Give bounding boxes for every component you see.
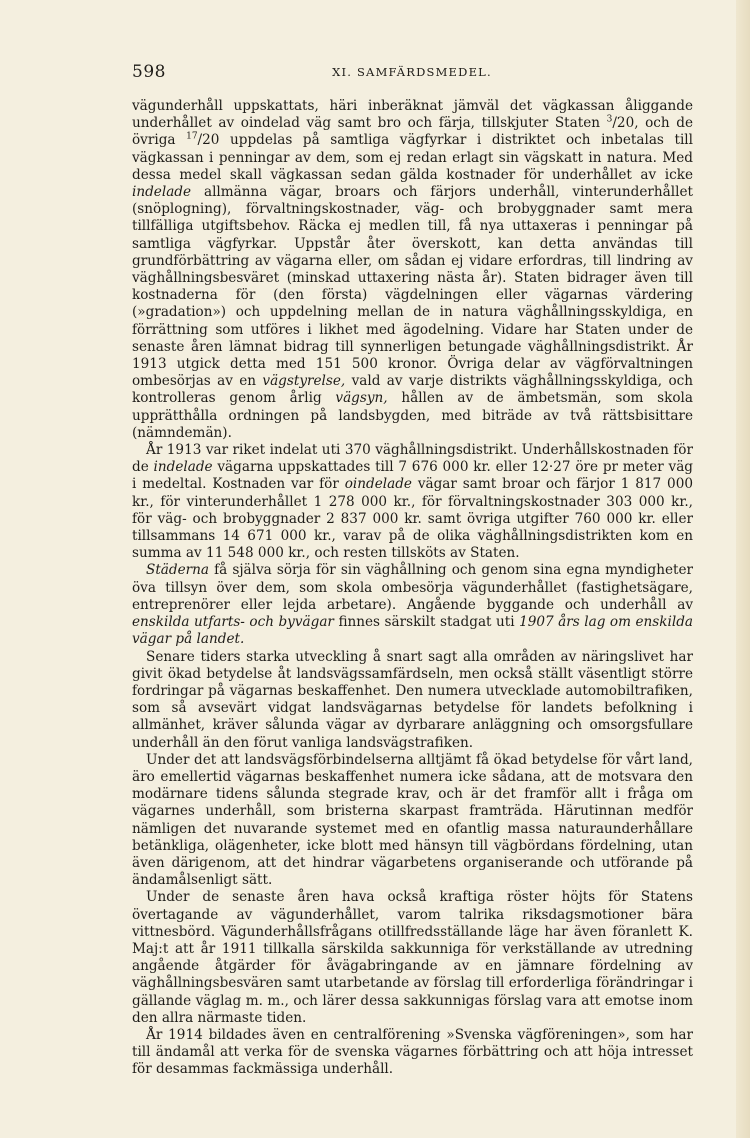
page-number: 598 — [132, 62, 166, 82]
paragraph: År 1914 bildades även en centralförening »Svenska vägföreningen», som har till ändamål att verka för de svenska vägarnes förbättring och att höja intresset för desammas fackmässiga underhåll. — [132, 1026, 693, 1078]
body-text — [132, 98, 693, 1079]
paragraph: vägunderhåll uppskattats, häri inberäknat jämväl det vägkassan åliggande underhållet av oindelad väg samt bro och färja, tillskjuter Staten $^3$/20, och de övriga $^{17}$/20 uppdelas på samtliga vägfyrkar i distriktet och inbetalas till vägkassan i penningar av dem, som ej redan erlagt sin vägskatt in natura. Med dessa medel skall vägkassan sedan gälda kostnader för underhållet av icke indelade allmänna vägar, broars och färjors underhåll, vinterunderhållet (snöplogning), förvaltningskostnader, väg- och brobyggnader samt mera tillfälliga utgiftsbehov. Räcka ej medlen till, få nya uttaxeras i penningar på samtliga vägfyrkar. Uppstår åter överskott, kan detta användas till grundförbättring av vägarna eller, om sådan ej vidare erfordras, till lindring av väghållningsbesväret (minskad uttaxering nästa år). Staten bidrager även till kostnaderna för (den första) vägdelningen eller vägarnas värdering (»gradation») och uppdelning mellan de in natura väghållningsskyldiga, en förrättning som utföres i likhet med ägodelning. Vidare har Staten under de senaste åren lämnat bidrag till synnerligen betungade väghållningsdistrikt. År 1913 utgick detta med 151 500 kronor. Övriga delar av vägförvaltningen ombesörjas av en vägstyrelse, vald av varje distrikts väghållningsskyldiga, och kontrolleras genom årlig vägsyn, hållen av de ämbetsmän, som skola upprätthålla ordningen på landsbygden, med biträde av två rättsbisittare (nämndemän). — [132, 98, 694, 441]
running-head: XI. SAMFÄRDSMEDEL. — [332, 65, 492, 79]
page-header — [132, 62, 692, 84]
paragraph: Senare tiders starka utveckling å snart sagt alla områden av näringslivet har givit ökad betydelse åt landsvägssamfärdseln, men också ställt väsentligt större fordringar på vägarnas beskaffenhet. Den numera utvecklade automobiltrafiken, som så avsevärt vidgat landsvägarnas betydelse för landets befolkning i allmänhet, kräver sålunda vägar av dyrbarare anläggning och omsorgsfullare underhåll än den förut vanliga landsvägstrafiken. — [132, 648, 693, 751]
page-edge — [736, 0, 750, 1138]
paragraph: Under de senaste åren hava också kraftiga röster höjts för Statens övertagande av vägunderhållet, varom talrika riksdagsmotioner bära vittnesbörd. Vägunderhållsfrågans otillfredsställande läge har även föranlett K. Maj:t att år 1911 tillkalla särskilda sakkunniga för verkställande av utredning angående åtgärder för åvägabringande av en jämnare fördelning av väghållningsbesvären samt utarbetande av förslag till erforderliga förändringar i gällande väglag m. m., och lärer dessa sakkunnigas förslag vara att emotse inom den allra närmaste tiden. — [132, 889, 693, 1026]
paragraph: Under det att landsvägsförbindelserna alltjämt få ökad betydelse för vårt land, äro emellertid vägarnas beskaffenhet numera icke sådana, att de motsvara den modärnare tidens sålunda stegrade krav, och är det framför allt i fråga om vägarnes underhåll, som bristerna skarpast framträda. Härutinnan medför nämligen det nuvarande systemet med en ofantlig massa naturaunderhållare betänkliga, olägenheter, icke blott med hänsyn till vägbördans fördelning, utan även därigenom, att det hindrar vägarbetens organiserande och utförande på ändamålsenligt sätt. — [132, 751, 693, 889]
paragraph: År 1913 var riket indelat uti 370 väghållningsdistrikt. Underhållskostnaden för de indelade vägarna uppskattades till 7 676 000 kr. eller 12·27 öre pr meter väg i medeltal. Kostnaden var för oindelade vägar samt broar och färjor 1 817 000 kr., för vinterunderhållet 1 278 000 kr., för förvaltningskostnader 303 000 kr., för väg- och brobyggnader 2 837 000 kr. samt övriga utgifter 760 000 kr. eller tillsammans 14 671 000 kr., varav på de olika väghållningsdistrikten kom en summa av 11 548 000 kr., och resten tillsköts av Staten. — [132, 442, 694, 562]
paragraph: Städerna få själva sörja för sin väghållning och genom sina egna myndigheter öva tillsyn över dem, som skola ombesörja vägunderhållet (fastighetsägare, entreprenörer eller lejda arbetare). Angående byggande och underhåll av enskilda utfarts- och byvägar finnes särskilt stadgat uti 1907 års lag om enskilda vägar på landet. — [132, 562, 694, 648]
